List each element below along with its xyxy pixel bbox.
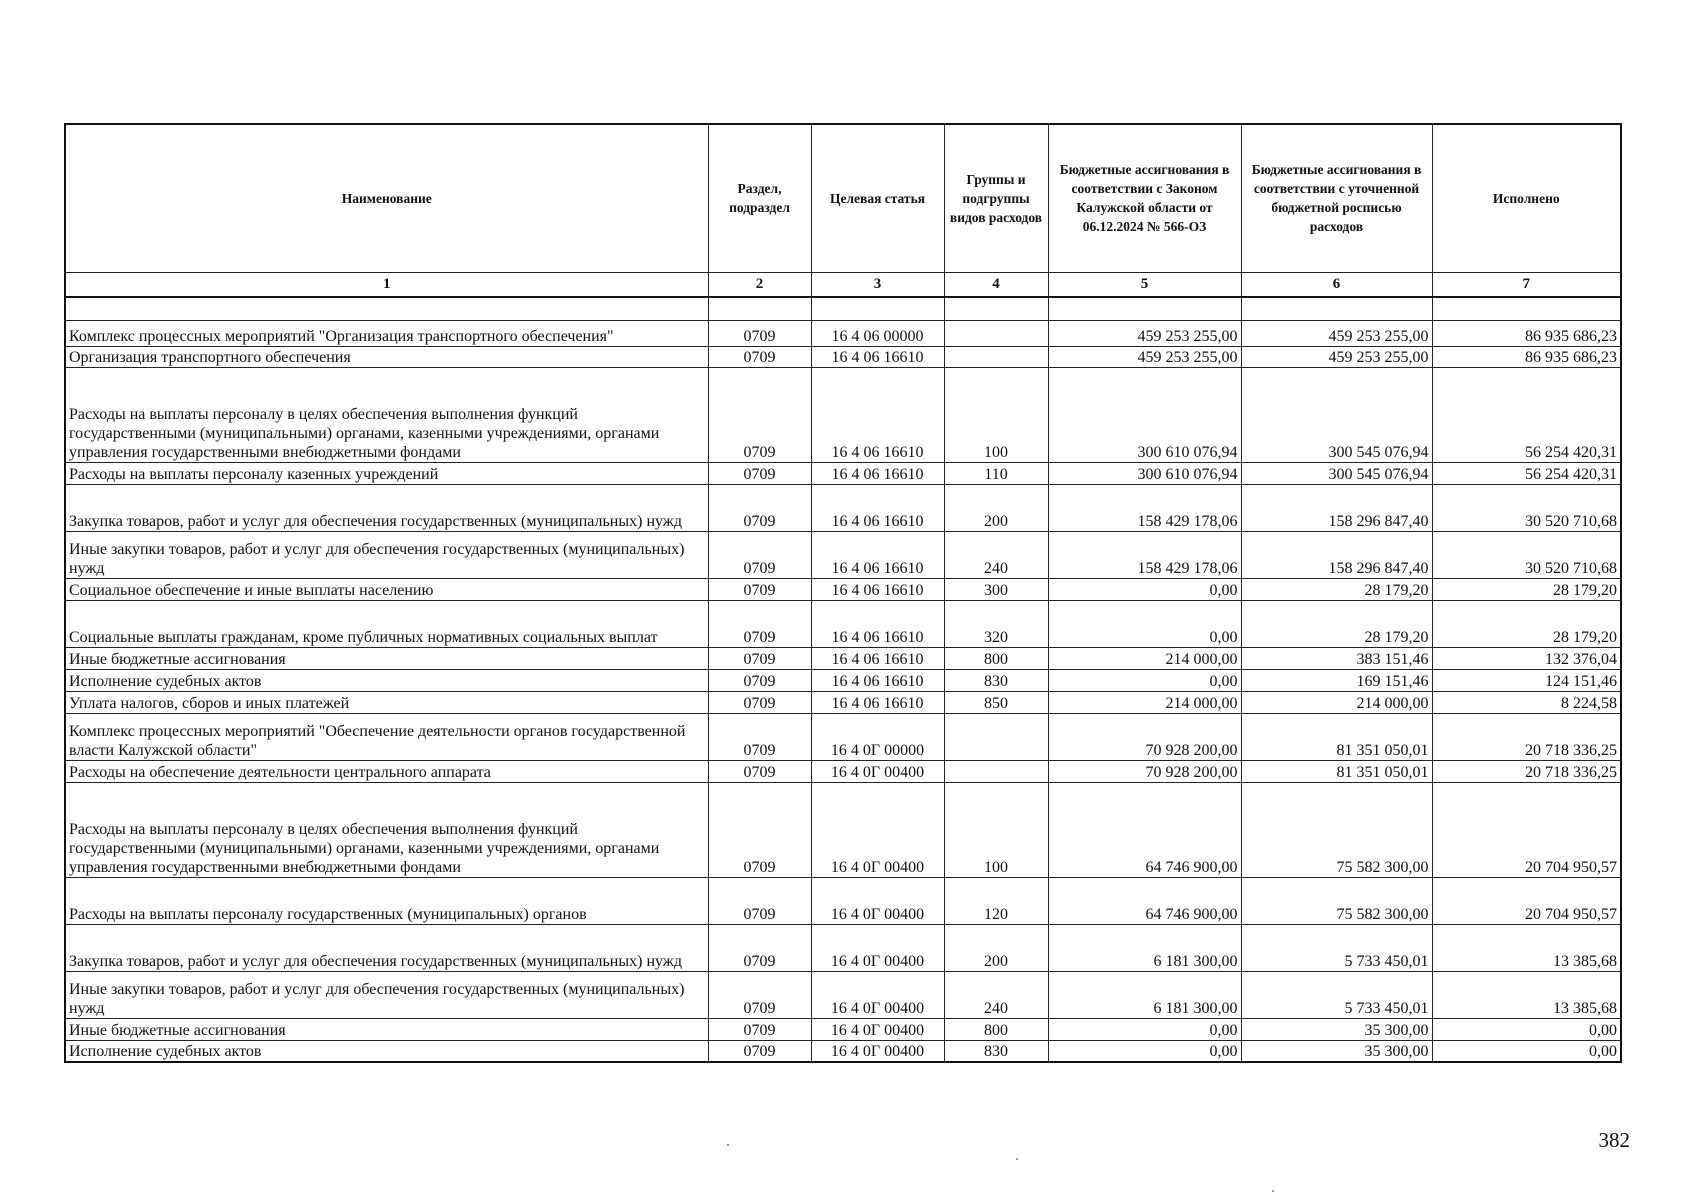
table-row: [65, 713, 1621, 760]
row-expense-group: [944, 760, 1048, 782]
row-budget-law: 0,00: [1048, 1040, 1241, 1062]
table-row: [65, 600, 1621, 647]
row-budget-law: 459 253 255,00: [1048, 346, 1241, 367]
row-razdel: 0709: [708, 484, 811, 531]
row-expense-group: 100: [944, 367, 1048, 462]
row-budget-refined: 214 000,00: [1241, 691, 1432, 713]
row-expense-group: 200: [944, 484, 1048, 531]
column-number: 7: [1432, 272, 1621, 297]
row-executed: 56 254 420,31: [1432, 462, 1621, 484]
table-row: [65, 1018, 1621, 1040]
row-executed: 124 151,46: [1432, 669, 1621, 691]
row-budget-refined: 35 300,00: [1241, 1040, 1432, 1062]
row-budget-refined: 75 582 300,00: [1241, 782, 1432, 877]
row-razdel: 0709: [708, 320, 811, 346]
row-expense-group: 120: [944, 877, 1048, 924]
row-executed: 13 385,68: [1432, 971, 1621, 1018]
row-executed: 28 179,20: [1432, 600, 1621, 647]
table-row: [65, 877, 1621, 924]
row-budget-law: 158 429 178,06: [1048, 484, 1241, 531]
row-razdel: 0709: [708, 346, 811, 367]
row-budget-refined: 35 300,00: [1241, 1018, 1432, 1040]
column-number: 3: [811, 272, 944, 297]
header-row: [65, 124, 1621, 272]
row-executed: 132 376,04: [1432, 647, 1621, 669]
row-target-article: 16 4 06 16610: [811, 484, 944, 531]
row-razdel: 0709: [708, 1040, 811, 1062]
row-target-article: 16 4 06 16610: [811, 367, 944, 462]
row-budget-refined: 300 545 076,94: [1241, 462, 1432, 484]
row-executed: 56 254 420,31: [1432, 367, 1621, 462]
row-target-article: 16 4 0Г 00000: [811, 713, 944, 760]
table-row: [65, 924, 1621, 971]
row-expense-group: 240: [944, 531, 1048, 578]
row-budget-refined: 169 151,46: [1241, 669, 1432, 691]
row-budget-law: 70 928 200,00: [1048, 713, 1241, 760]
row-target-article: 16 4 06 16610: [811, 578, 944, 600]
row-expense-group: 800: [944, 647, 1048, 669]
row-target-article: 16 4 06 16610: [811, 669, 944, 691]
row-target-article: 16 4 06 16610: [811, 647, 944, 669]
row-budget-refined: 383 151,46: [1241, 647, 1432, 669]
row-expense-group: [944, 320, 1048, 346]
scan-speck: [727, 1144, 729, 1146]
row-expense-group: 800: [944, 1018, 1048, 1040]
row-budget-law: 300 610 076,94: [1048, 367, 1241, 462]
row-budget-refined: 158 296 847,40: [1241, 531, 1432, 578]
row-target-article: 16 4 0Г 00400: [811, 1040, 944, 1062]
row-name: Расходы на выплаты персоналу в целях обеспечения выполнения функций государственными (муниципальными) органами, казенными учреждениями, органами управления государственными внебюджетными фондами: [65, 367, 708, 462]
scan-speck: [1272, 1190, 1274, 1192]
row-budget-law: 0,00: [1048, 600, 1241, 647]
row-target-article: 16 4 0Г 00400: [811, 924, 944, 971]
row-expense-group: [944, 346, 1048, 367]
row-razdel: 0709: [708, 782, 811, 877]
budget-table: [64, 123, 1622, 1063]
row-razdel: 0709: [708, 971, 811, 1018]
row-razdel: 0709: [708, 924, 811, 971]
row-name: Исполнение судебных актов: [65, 669, 708, 691]
header-executed: Исполнено: [1432, 124, 1621, 272]
row-executed: 30 520 710,68: [1432, 531, 1621, 578]
header-razdel: Раздел, подраздел: [708, 124, 811, 272]
row-expense-group: 850: [944, 691, 1048, 713]
row-expense-group: 830: [944, 1040, 1048, 1062]
table-row: [65, 367, 1621, 462]
row-executed: 0,00: [1432, 1018, 1621, 1040]
row-budget-law: 158 429 178,06: [1048, 531, 1241, 578]
row-executed: 20 704 950,57: [1432, 782, 1621, 877]
row-budget-law: 214 000,00: [1048, 691, 1241, 713]
row-executed: 20 704 950,57: [1432, 877, 1621, 924]
table-row: [65, 531, 1621, 578]
row-razdel: 0709: [708, 367, 811, 462]
row-target-article: 16 4 06 16610: [811, 346, 944, 367]
table-row: [65, 691, 1621, 713]
row-budget-law: 0,00: [1048, 578, 1241, 600]
row-target-article: 16 4 0Г 00400: [811, 760, 944, 782]
row-razdel: 0709: [708, 1018, 811, 1040]
row-executed: 20 718 336,25: [1432, 760, 1621, 782]
row-budget-refined: 459 253 255,00: [1241, 320, 1432, 346]
row-expense-group: 300: [944, 578, 1048, 600]
row-name: Иные закупки товаров, работ и услуг для обеспечения государственных (муниципальных) нужд: [65, 531, 708, 578]
row-executed: 20 718 336,25: [1432, 713, 1621, 760]
row-name: Организация транспортного обеспечения: [65, 346, 708, 367]
row-name: Расходы на выплаты персоналу государственных (муниципальных) органов: [65, 877, 708, 924]
column-number: 2: [708, 272, 811, 297]
row-expense-group: 320: [944, 600, 1048, 647]
row-name: Социальные выплаты гражданам, кроме публичных нормативных социальных выплат: [65, 600, 708, 647]
row-budget-law: 64 746 900,00: [1048, 782, 1241, 877]
row-razdel: 0709: [708, 691, 811, 713]
scan-speck: [1016, 1158, 1018, 1160]
row-budget-law: 70 928 200,00: [1048, 760, 1241, 782]
table-row: [65, 346, 1621, 367]
row-target-article: 16 4 06 16610: [811, 691, 944, 713]
row-name: Расходы на обеспечение деятельности центрального аппарата: [65, 760, 708, 782]
header-statya: Целевая статья: [811, 124, 944, 272]
table-row: [65, 971, 1621, 1018]
row-name: Иные бюджетные ассигнования: [65, 1018, 708, 1040]
row-name: Социальное обеспечение и иные выплаты населению: [65, 578, 708, 600]
column-number: 6: [1241, 272, 1432, 297]
row-expense-group: 830: [944, 669, 1048, 691]
row-budget-refined: 28 179,20: [1241, 600, 1432, 647]
row-executed: 86 935 686,23: [1432, 320, 1621, 346]
row-name: Расходы на выплаты персоналу в целях обеспечения выполнения функций государственными (муниципальными) органами, казенными учреждениями, органами управления государственными внебюджетными фондами: [65, 782, 708, 877]
row-budget-refined: 5 733 450,01: [1241, 971, 1432, 1018]
header-name: Наименование: [65, 124, 708, 272]
row-budget-refined: 158 296 847,40: [1241, 484, 1432, 531]
row-budget-law: 6 181 300,00: [1048, 924, 1241, 971]
row-expense-group: 200: [944, 924, 1048, 971]
row-target-article: 16 4 0Г 00400: [811, 877, 944, 924]
row-budget-refined: 28 179,20: [1241, 578, 1432, 600]
column-number: 5: [1048, 272, 1241, 297]
row-expense-group: 240: [944, 971, 1048, 1018]
row-budget-law: 6 181 300,00: [1048, 971, 1241, 1018]
column-number: 1: [65, 272, 708, 297]
row-budget-refined: 75 582 300,00: [1241, 877, 1432, 924]
row-name: Комплекс процессных мероприятий "Обеспечение деятельности органов государственной власти Калужской области": [65, 713, 708, 760]
row-budget-law: 459 253 255,00: [1048, 320, 1241, 346]
table-row: [65, 462, 1621, 484]
row-razdel: 0709: [708, 578, 811, 600]
table-row: [65, 484, 1621, 531]
spacer-row: [65, 297, 1621, 321]
column-number-row: [65, 272, 1621, 297]
row-budget-refined: 81 351 050,01: [1241, 713, 1432, 760]
row-budget-refined: 81 351 050,01: [1241, 760, 1432, 782]
row-target-article: 16 4 06 16610: [811, 462, 944, 484]
row-expense-group: 110: [944, 462, 1048, 484]
row-executed: 8 224,58: [1432, 691, 1621, 713]
row-razdel: 0709: [708, 669, 811, 691]
row-target-article: 16 4 0Г 00400: [811, 1018, 944, 1040]
row-executed: 30 520 710,68: [1432, 484, 1621, 531]
column-number: 4: [944, 272, 1048, 297]
row-name: Иные бюджетные ассигнования: [65, 647, 708, 669]
row-razdel: 0709: [708, 462, 811, 484]
row-executed: 28 179,20: [1432, 578, 1621, 600]
row-name: Расходы на выплаты персоналу казенных учреждений: [65, 462, 708, 484]
row-target-article: 16 4 06 16610: [811, 531, 944, 578]
row-razdel: 0709: [708, 760, 811, 782]
row-name: Исполнение судебных актов: [65, 1040, 708, 1062]
row-razdel: 0709: [708, 877, 811, 924]
row-target-article: 16 4 06 16610: [811, 600, 944, 647]
row-target-article: 16 4 0Г 00400: [811, 782, 944, 877]
row-razdel: 0709: [708, 647, 811, 669]
row-target-article: 16 4 06 00000: [811, 320, 944, 346]
row-expense-group: 100: [944, 782, 1048, 877]
header-budget-law: Бюджетные ассигнования в соответствии с Законом Калужской области от 06.12.2024 № 566-ОЗ: [1048, 124, 1241, 272]
row-target-article: 16 4 0Г 00400: [811, 971, 944, 1018]
table-row: [65, 669, 1621, 691]
row-budget-law: 64 746 900,00: [1048, 877, 1241, 924]
row-name: Иные закупки товаров, работ и услуг для обеспечения государственных (муниципальных) нужд: [65, 971, 708, 1018]
table-row: [65, 782, 1621, 877]
table-row: [65, 647, 1621, 669]
table-row: [65, 760, 1621, 782]
row-budget-refined: 300 545 076,94: [1241, 367, 1432, 462]
table-row: [65, 320, 1621, 346]
table-row: [65, 578, 1621, 600]
row-name: Закупка товаров, работ и услуг для обеспечения государственных (муниципальных) нужд: [65, 484, 708, 531]
table-row: [65, 1040, 1621, 1062]
row-razdel: 0709: [708, 713, 811, 760]
row-name: Комплекс процессных мероприятий "Организация транспортного обеспечения": [65, 320, 708, 346]
row-budget-law: 0,00: [1048, 669, 1241, 691]
row-name: Закупка товаров, работ и услуг для обеспечения государственных (муниципальных) нужд: [65, 924, 708, 971]
row-expense-group: [944, 713, 1048, 760]
row-executed: 86 935 686,23: [1432, 346, 1621, 367]
row-budget-law: 300 610 076,94: [1048, 462, 1241, 484]
row-budget-refined: 5 733 450,01: [1241, 924, 1432, 971]
header-group: Группы и подгруппы видов расходов: [944, 124, 1048, 272]
row-executed: 13 385,68: [1432, 924, 1621, 971]
row-name: Уплата налогов, сборов и иных платежей: [65, 691, 708, 713]
row-razdel: 0709: [708, 531, 811, 578]
header-budget-refined: Бюджетные ассигнования в соответствии с уточненной бюджетной росписью расходов: [1241, 124, 1432, 272]
row-budget-refined: 459 253 255,00: [1241, 346, 1432, 367]
row-budget-law: 214 000,00: [1048, 647, 1241, 669]
row-executed: 0,00: [1432, 1040, 1621, 1062]
row-razdel: 0709: [708, 600, 811, 647]
table-body: [65, 297, 1621, 1063]
page-number: 382: [1598, 1128, 1630, 1152]
row-budget-law: 0,00: [1048, 1018, 1241, 1040]
